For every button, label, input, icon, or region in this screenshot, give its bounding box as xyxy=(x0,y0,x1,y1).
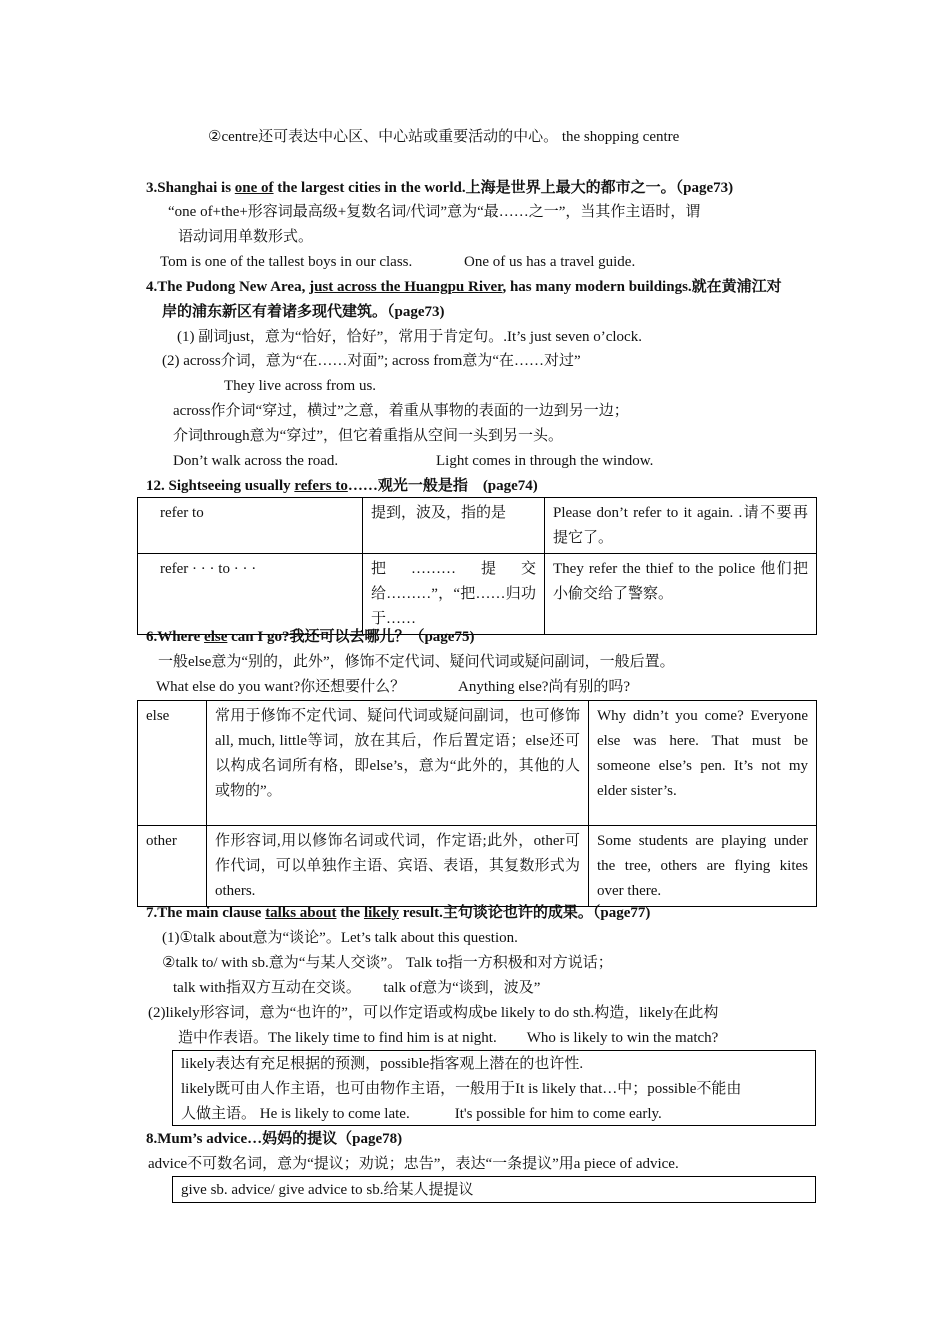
table-cell: refer to xyxy=(138,498,363,554)
else-other-table xyxy=(137,700,817,907)
section-7-point-4: (2)likely形容词，意为“也许的”，可以作定语或构成be likely to do sth.构造，likely在此构 xyxy=(148,1005,719,1021)
section-6-heading: 6.Where else can I go?我还可以去哪儿？（page75) xyxy=(146,629,475,645)
intro-line: ②centre还可表达中心区、中心站或重要活动的中心。 the shopping centre xyxy=(208,129,680,145)
table-row xyxy=(138,701,817,826)
section-3-example-2: One of us has a travel guide. xyxy=(464,254,636,270)
section-8-line1: advice不可数名词，意为“提议；劝说；忠告”，表达“一条提议”用a piece of advice. xyxy=(148,1156,679,1172)
section-7-point-1: (1)①talk about意为“谈论”。Let’s talk about this question. xyxy=(162,930,518,946)
section-4-example-2: Light comes in through the window. xyxy=(436,453,654,469)
section-4-point-2: (2) across介词，意为“在……对面”; across from意为“在……对过” xyxy=(162,353,581,369)
advice-note-box xyxy=(172,1176,816,1203)
table-cell: refer · · · to · · · xyxy=(138,554,363,635)
section-4-point-3: across作介词“穿过，横过”之意，着重从事物的表面的一边到另一边； xyxy=(173,403,629,419)
section-4-point-1: (1) 副词just，意为“恰好，恰好”，常用于肯定句。.It’s just seven o’clock. xyxy=(177,329,642,345)
table-row xyxy=(138,554,817,635)
section-3-heading: 3.Shanghai is one of the largest cities in the world.上海是世界上最大的都市之一。（page73) xyxy=(146,180,734,196)
section-4-heading-line2: 岸的浦东新区有着诸多现代建筑。（page73) xyxy=(162,304,445,320)
section-4-point-4: 介词through意为“穿过”，但它着重指从空间一头到另一头。 xyxy=(173,428,563,444)
section-7-point-5: 造中作表语。The likely time to find him is at night. Who is likely to win the match? xyxy=(178,1030,719,1046)
note-line: give sb. advice/ give advice to sb.给某人提提议 xyxy=(181,1182,474,1198)
table-row xyxy=(138,826,817,907)
section-8-heading: 8.Mum’s advice…妈妈的提议（page78) xyxy=(146,1131,403,1147)
table-cell: other xyxy=(138,826,207,907)
section-3-line1: “one of+the+形容词最高级+复数名词/代词”意为“最……之一”，当其作主语时，谓 xyxy=(168,204,701,220)
table-cell: Why didn’t you come? Everyone else was here. That must be someone else’s pen. It’s not my elder sister’s. xyxy=(589,701,817,826)
section-7-heading: 7.The main clause talks about the likely result.主句谈论也许的成果。（page77) xyxy=(146,905,651,921)
section-4-heading: 4.The Pudong New Area, just across the Huangpu River, has many modern buildings.就在黄浦江对 xyxy=(146,279,782,295)
table-cell: else xyxy=(138,701,207,826)
section-4-example-1: Don’t walk across the road. xyxy=(173,453,339,469)
table-cell: They refer the thief to the police 他们把小偷交给了警察。 xyxy=(545,554,817,635)
section-3-line2: 语动词用单数形式。 xyxy=(178,229,314,245)
table-cell: Please don’t refer to it again. .请不要再提它了。 xyxy=(545,498,817,554)
table-cell: 提到，波及，指的是 xyxy=(363,498,545,554)
table-cell: Some students are playing under the tree, others are flying kites over there. xyxy=(589,826,817,907)
section-6-line1: 一般else意为“别的，此外”，修饰不定代词、疑问代词或疑问副词，一般后置。 xyxy=(158,654,675,670)
likely-possible-note-box xyxy=(172,1050,816,1126)
section-4-point-2-example: They live across from us. xyxy=(224,378,377,394)
refer-table xyxy=(137,497,817,635)
note-line: likely既可由人作主语，也可由物作主语，一般用于It is likely that…中；possible不能由 xyxy=(181,1081,742,1097)
section-7-point-3: talk with指双方互动在交谈。 talk of意为“谈到，波及” xyxy=(173,980,541,996)
table-cell: 常用于修饰不定代词、疑问代词或疑问副词，也可修饰all, much, little等词，放在其后，作后置定语；else还可以构成名词所有格，即else’s，意为“此外的，其他的人或物的”。 xyxy=(207,701,589,826)
section-7-point-2: ②talk to/ with sb.意为“与某人交谈”。 Talk to指一方积极和对方说话； xyxy=(162,955,613,971)
section-6-example-1: What else do you want?你还想要什么？ xyxy=(156,679,406,695)
table-cell: 把………提交给………”，“把……归功于…… xyxy=(363,554,545,635)
section-12-heading: 12. Sightseeing usually refers to……观光一般是指 (page74) xyxy=(146,478,538,494)
table-cell: 作形容词,用以修饰名词或代词，作定语;此外，other可作代词，可以单独作主语、宾语、表语，其复数形式为others. xyxy=(207,826,589,907)
note-line: 人做主语。 He is likely to come late. It's possible for him to come early. xyxy=(181,1106,662,1122)
note-line: likely表达有充足根据的预测，possible指客观上潜在的也许性. xyxy=(181,1056,584,1072)
section-3-example-1: Tom is one of the tallest boys in our class. xyxy=(160,254,413,270)
section-6-example-2: Anything else?尚有别的吗? xyxy=(458,679,631,695)
table-row xyxy=(138,498,817,554)
